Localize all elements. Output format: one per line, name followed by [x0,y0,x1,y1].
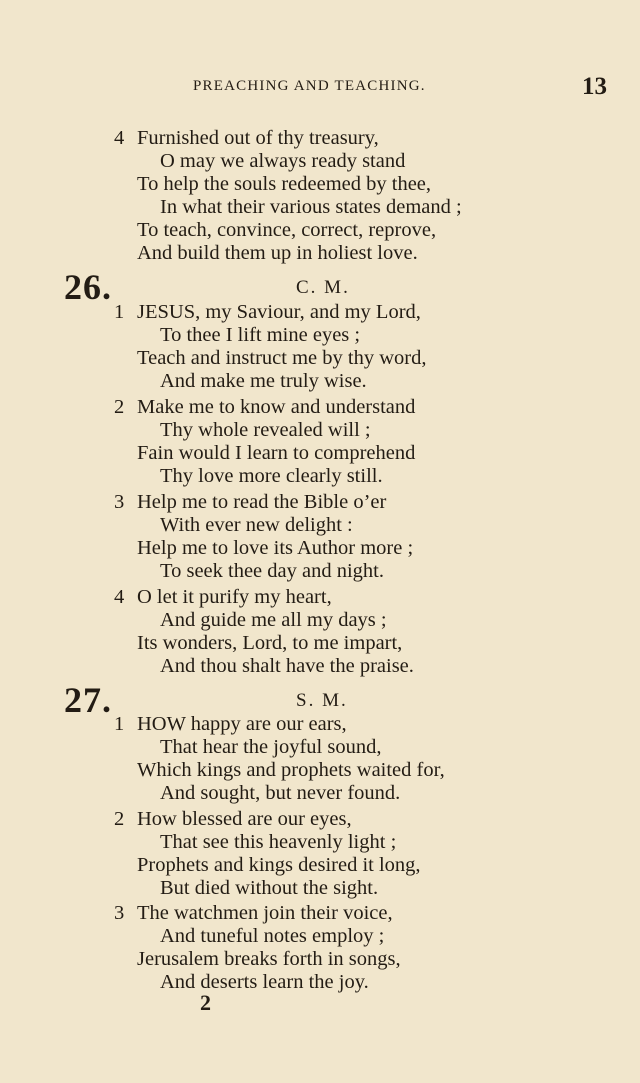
hymn-meter: S. M. [296,690,348,711]
stanza-number: 1 [114,301,125,323]
verse-line: To teach, convince, correct, reprove, [137,219,437,241]
verse-line: And build them up in holiest love. [137,242,418,264]
verse-line: Thy whole revealed will ; [160,419,371,441]
verse-line: Fain would I learn to comprehend [137,442,416,464]
verse-line: And guide me all my days ; [160,609,387,631]
verse-line: And deserts learn the joy. [160,971,369,993]
signature-mark: 2 [200,990,211,1015]
verse-line: And sought, but never found. [160,782,401,804]
verse-line: Help me to love its Author more ; [137,537,414,559]
hymn-number: 26. [64,267,112,307]
verse-line: O may we always ready stand [160,150,406,172]
verse-line: Thy love more clearly still. [160,465,383,487]
verse-line: Prophets and kings desired it long, [137,854,421,876]
verse-line: To help the souls redeemed by thee, [137,173,432,195]
verse-line: But died without the sight. [160,877,379,899]
stanza-number: 2 [114,808,125,830]
verse-line: And tuneful notes employ ; [160,925,385,947]
verse-line: Which kings and prophets waited for, [137,759,445,781]
verse-line: Help me to read the Bible o’er [137,491,387,513]
stanza-number: 1 [114,713,125,735]
verse-line: To seek thee day and night. [160,560,384,582]
verse-line: How blessed are our eyes, [137,808,352,830]
stanza-number: 2 [114,396,125,418]
verse-line: HOW happy are our ears, [137,713,347,735]
verse-line: And make me truly wise. [160,370,367,392]
verse-line: To thee I lift mine eyes ; [160,324,361,346]
verse-line: With ever new delight : [160,514,353,536]
verse-line: Furnished out of thy treasury, [137,127,379,149]
page-number: 13 [582,73,607,100]
hymn-number: 27. [64,680,112,720]
verse-line: The watchmen join their voice, [137,902,393,924]
stanza-number: 3 [114,902,125,924]
verse-line: Make me to know and understand [137,396,416,418]
stanza-number: 4 [114,127,125,149]
stanza-number: 4 [114,586,125,608]
verse-line: O let it purify my heart, [137,586,332,608]
page-header [0,73,640,102]
verse-line: Its wonders, Lord, to me impart, [137,632,403,654]
verse-line: And thou shalt have the praise. [160,655,414,677]
verse-line: That hear the joyful sound, [160,736,382,758]
verse-line: That see this heavenly light ; [160,831,397,853]
verse-line: JESUS, my Saviour, and my Lord, [137,301,421,323]
verse-line: In what their various states demand ; [160,196,462,218]
hymn-meter: C. M. [296,277,350,298]
verse-line: Teach and instruct me by thy word, [137,347,427,369]
stanza-number: 3 [114,491,125,513]
verse-line: Jerusalem breaks forth in songs, [137,948,401,970]
running-title: PREACHING AND TEACHING. [193,78,426,94]
